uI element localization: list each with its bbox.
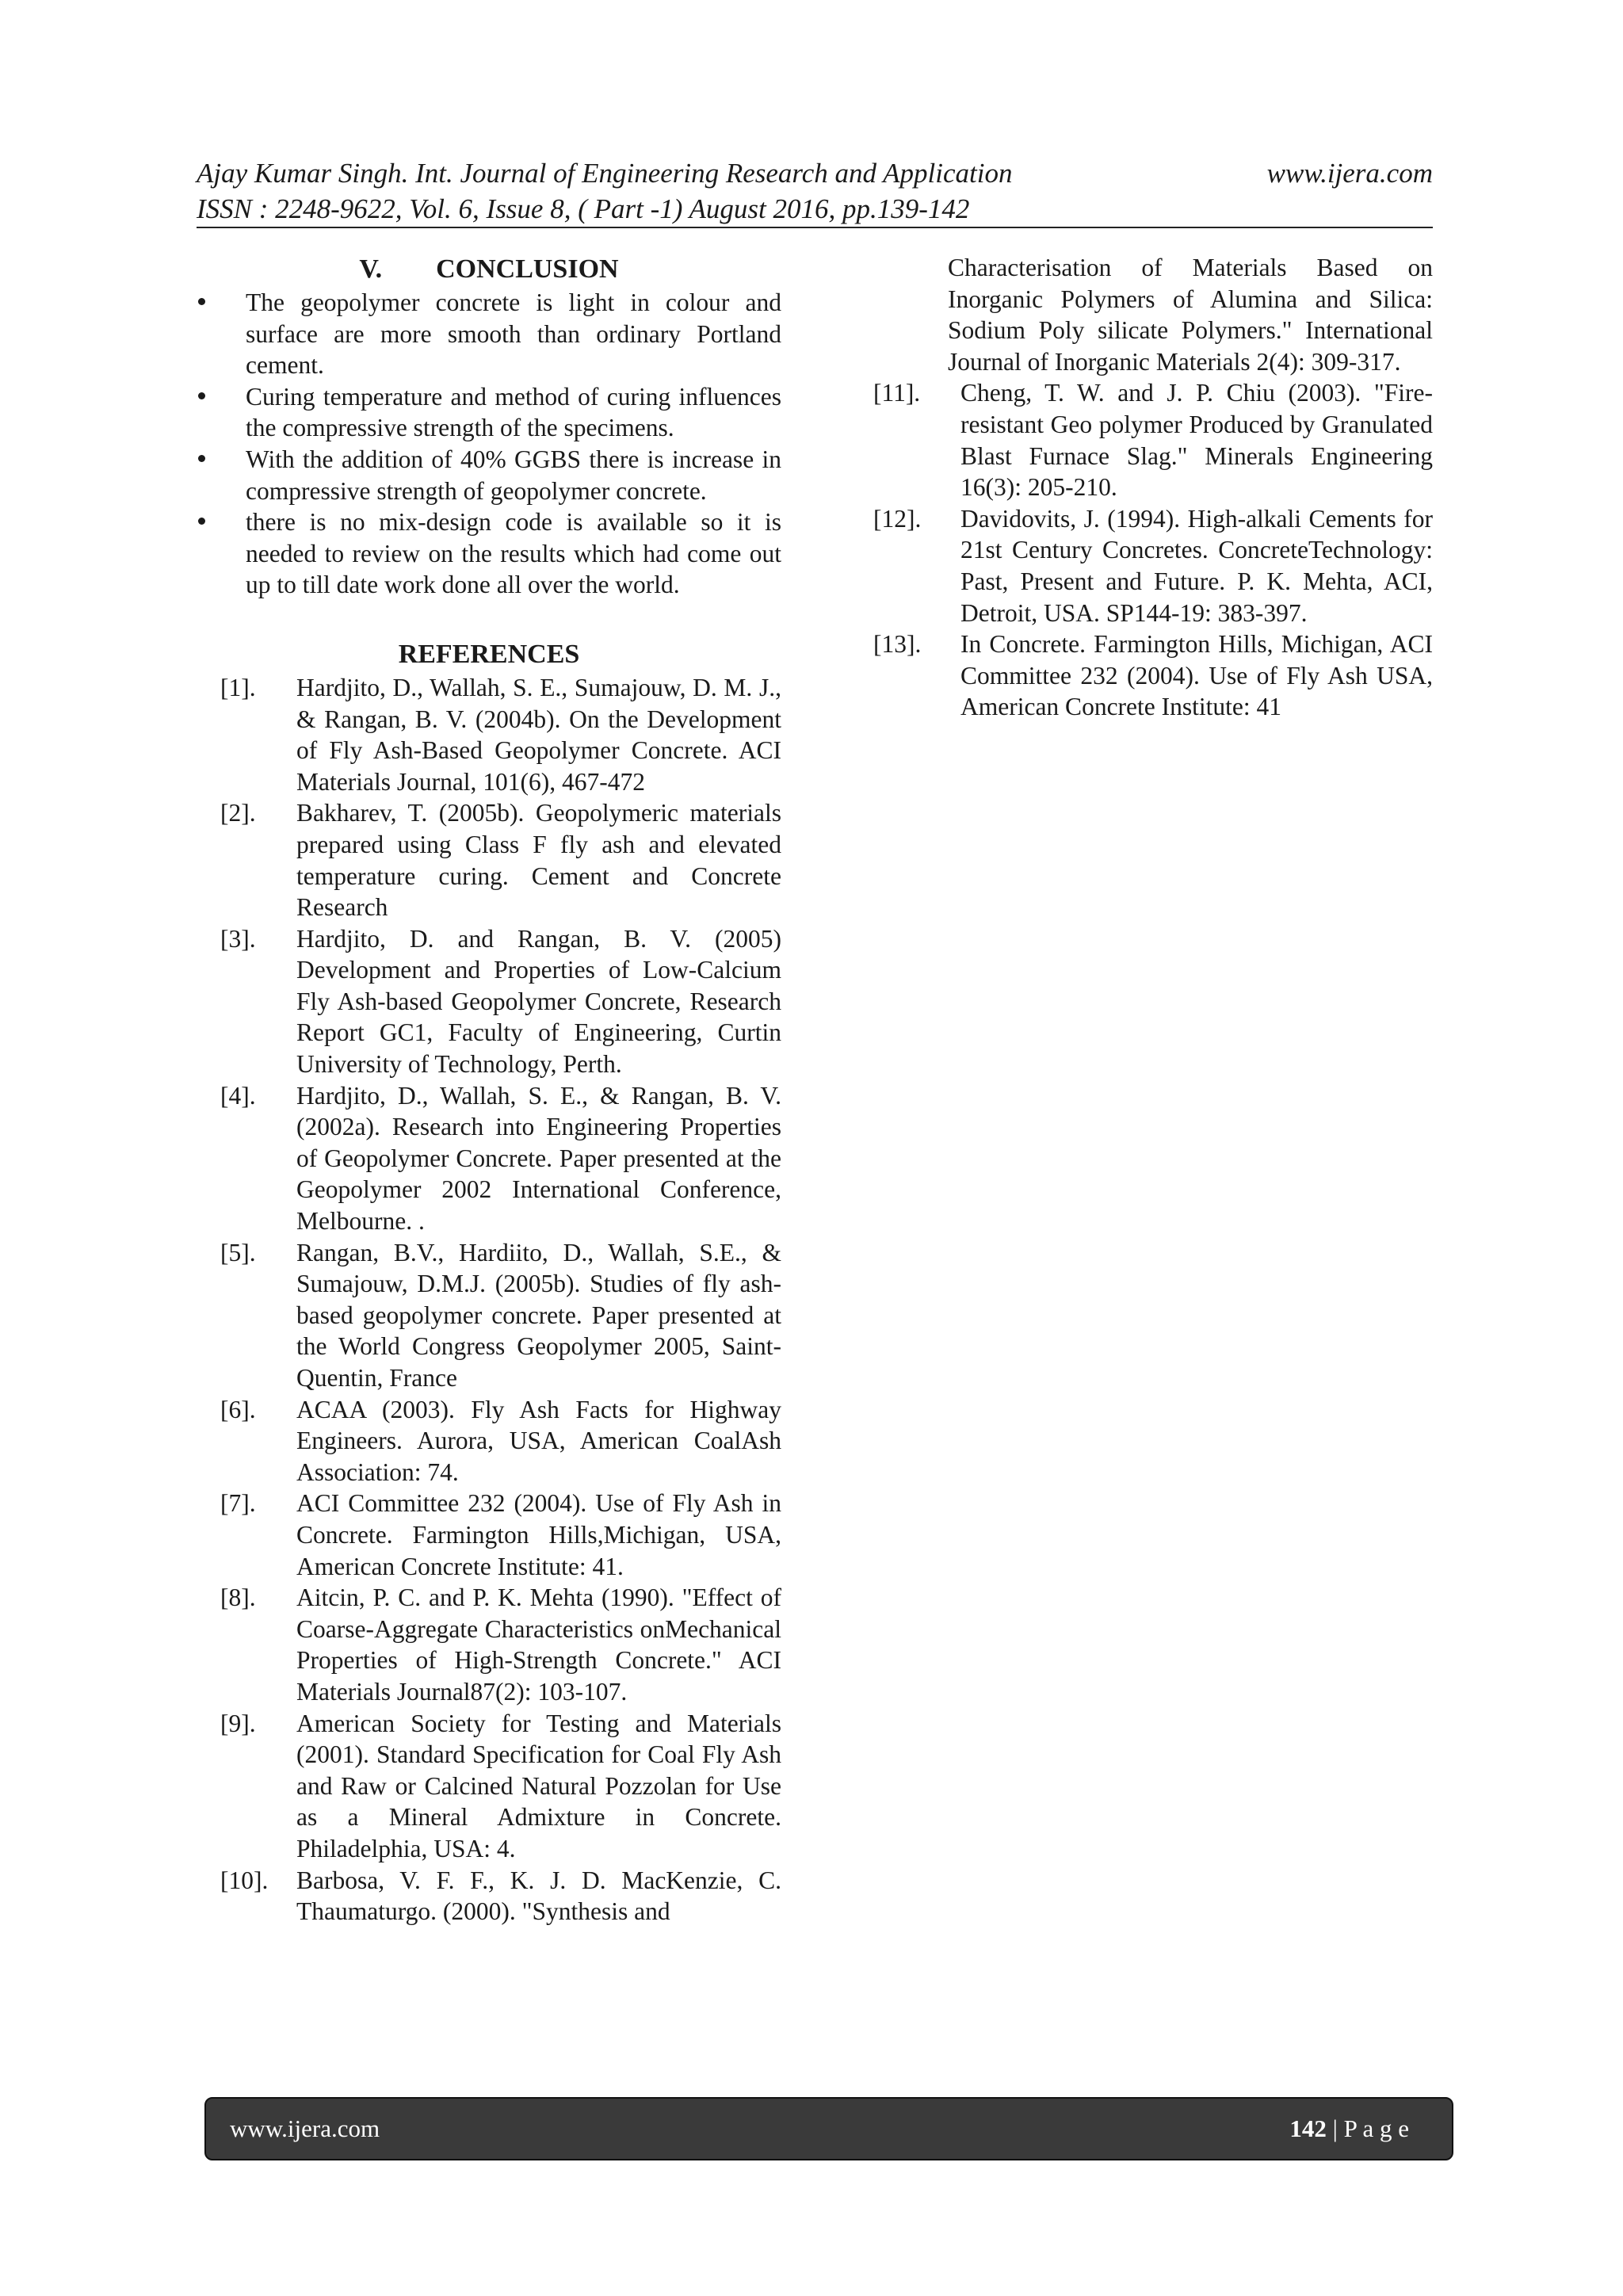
- right-column: [873, 252, 1433, 723]
- bullet-icon: [198, 298, 205, 305]
- reference-item: [2]. Bakharev, T. (2005b). Geopolymeric materials prepared using Class F fly ash and elevated temperature curing. Cement and Concrete Research: [220, 799, 781, 922]
- conclusion-item: there is no mix-design code is available so it is needed to review on the results which had come out up to till date work done all over the world.: [197, 506, 781, 601]
- reference-item: [4]. Hardjito, D., Wallah, S. E., & Rangan, B. V. (2002a). Research into Engineering Properties of Geopolymer Concrete. Paper presented at the Geopolymer 2002 International Conference, Melbourne. .: [220, 1081, 781, 1236]
- conclusion-item: The geopolymer concrete is light in colour and surface are more smooth than ordinary Portland cement.: [197, 287, 781, 381]
- bullet-icon: [198, 392, 205, 399]
- reference-item: [5]. Rangan, B.V., Hardiito, D., Wallah, S.E., & Sumajouw, D.M.J. (2005b). Studies of fly ash-based geopolymer concrete. Paper presented at the World Congress Geopolymer 2005, Saint-Quentin, France: [220, 1238, 781, 1392]
- page-label: | P a g e: [1326, 2115, 1409, 2142]
- page-number: 142: [1289, 2115, 1327, 2142]
- footer-page-indicator: [1289, 2115, 1409, 2143]
- conclusion-item: Curing temperature and method of curing influences the compressive strength of the specimens.: [197, 381, 781, 444]
- footer-website[interactable]: www.ijera.com: [230, 2115, 380, 2142]
- references-heading: REFERENCES: [398, 639, 580, 669]
- reference-item: [9]. American Society for Testing and Materials (2001). Standard Specification for Coal Fly Ash and Raw or Calcined Natural Pozzolan for Use as a Mineral Admixture in Concrete. Philadelphia, USA: 4.: [220, 1709, 781, 1862]
- reference-item: [1]. Hardjito, D., Wallah, S. E., Sumajouw, D. M. J., & Rangan, B. V. (2004b). On the Development of Fly Ash-Based Geopolymer Concrete. ACI Materials Journal, 101(6), 467-472: [220, 673, 781, 796]
- running-header: [197, 155, 1433, 227]
- page-footer: [204, 2097, 1453, 2160]
- journal-line: Ajay Kumar Singh. Int. Journal of Engineering Research and Application: [197, 158, 1013, 189]
- conclusion-list: [197, 287, 781, 601]
- reference-item: [3]. Hardjito, D. and Rangan, B. V. (2005) Development and Properties of Low-Calcium Fly Ash-based Geopolymer Concrete, Research Report GC1, Faculty of Engineering, Curtin University of Technology, Perth.: [220, 924, 781, 1079]
- reference-item: [10]. Barbosa, V. F. F., K. J. D. MacKenzie, C. Thaumaturgo. (2000). "Synthesis and: [220, 1866, 781, 1926]
- left-column: [197, 252, 781, 1927]
- reference-item: [8]. Aitcin, P. C. and P. K. Mehta (1990). "Effect of Coarse-Aggregate Characteristics onMechanical Properties of High-Strength Concrete." ACI Materials Journal87(2): 103-107.: [220, 1584, 781, 1706]
- conclusion-heading: V. CONCLUSION: [359, 254, 619, 284]
- section-gap: [197, 601, 781, 637]
- reference-item: [6]. ACAA (2003). Fly Ash Facts for Highway Engineers. Aurora, USA, American CoalAsh Association: 74.: [220, 1395, 781, 1486]
- bullet-icon: [198, 518, 205, 525]
- reference-item: [13]. In Concrete. Farmington Hills, Michigan, ACI Committee 232 (2004). Use of Fly Ash USA, American Concrete Institute: 41: [873, 630, 1433, 721]
- reference-continuation: Characterisation of Materials Based on Inorganic Polymers of Alumina and Silica: Sodium Poly silicate Polymers." International Journal of Inorganic Materials 2(4): 309-317.: [948, 254, 1433, 376]
- bullet-icon: [198, 455, 205, 462]
- header-rule: [197, 227, 1433, 228]
- conclusion-item: With the addition of 40% GGBS there is increase in compressive strength of geopolymer concrete.: [197, 444, 781, 506]
- reference-item: [12]. Davidovits, J. (1994). High-alkali Cements for 21st Century Concretes. ConcreteTechnology: Past, Present and Future. P. K. Mehta, ACI, Detroit, USA. SP144-19: 383-397.: [873, 504, 1433, 627]
- journal-website[interactable]: www.ijera.com: [1266, 158, 1433, 189]
- issn-line: ISSN : 2248-9622, Vol. 6, Issue 8, ( Part -1) August 2016, pp.139-142: [197, 193, 970, 224]
- references-list-continued: [873, 377, 1433, 723]
- reference-item: [11]. Cheng, T. W. and J. P. Chiu (2003). "Fire-resistant Geo polymer Produced by Granulated Blast Furnace Slag." Minerals Engineering 16(3): 205-210.: [873, 379, 1433, 502]
- reference-item: [7]. ACI Committee 232 (2004). Use of Fly Ash in Concrete. Farmington Hills,Michigan, USA, American Concrete Institute: 41.: [220, 1489, 781, 1580]
- references-list: [197, 672, 781, 1927]
